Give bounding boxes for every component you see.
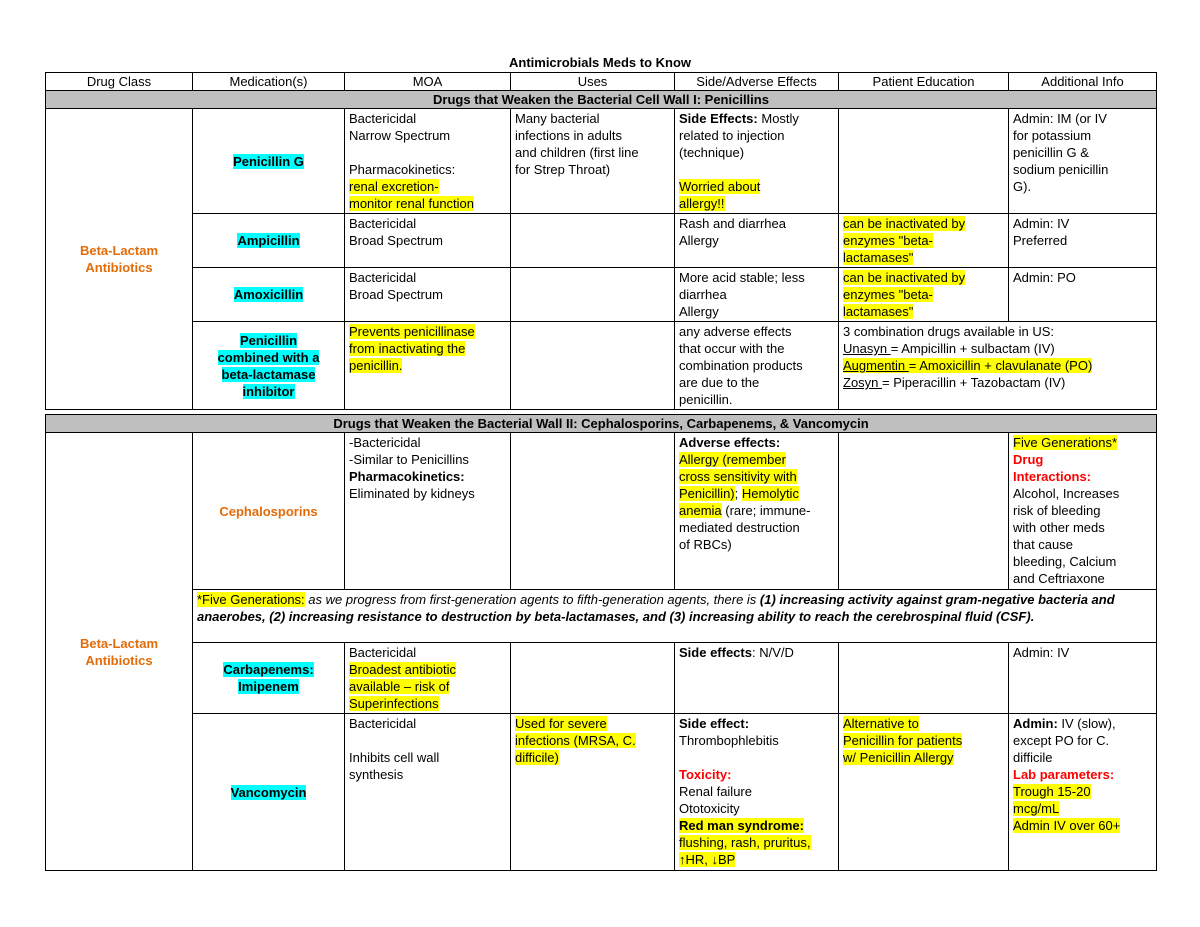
drug-class-cell bbox=[46, 109, 193, 410]
med-ampicillin: Ampicillin bbox=[193, 214, 345, 268]
drug-class-cell bbox=[46, 433, 193, 871]
education-cell: Alternative to Penicillin for patients w/ Penicillin Allergy bbox=[839, 714, 1009, 871]
table-row bbox=[46, 714, 1157, 871]
med-cephalosporins: Cephalosporins bbox=[193, 433, 345, 590]
info-cell: Admin: IM (or IV for potassium penicillin G & sodium penicillin G). bbox=[1009, 109, 1157, 214]
col-moa: MOA bbox=[345, 73, 511, 91]
med-amoxicillin: Amoxicillin bbox=[193, 268, 345, 322]
cephalosporins-table bbox=[45, 414, 1157, 871]
moa-cell: -Bactericidal -Similar to Penicillins Pharmacokinetics: Eliminated by kidneys bbox=[345, 433, 511, 590]
column-header-row bbox=[46, 73, 1157, 91]
info-cell: Admin: IV (slow), except PO for C. difficile Lab parameters: Trough 15-20 mcg/mL Admin IV over 60+ bbox=[1009, 714, 1157, 871]
uses-cell bbox=[511, 433, 675, 590]
table-row bbox=[46, 322, 1157, 410]
col-patient-education: Patient Education bbox=[839, 73, 1009, 91]
col-additional-info: Additional Info bbox=[1009, 73, 1157, 91]
info-cell: Five Generations* Drug Interactions: Alcohol, Increases risk of bleeding with other meds that cause bleeding, Calcium and Ceftriaxone bbox=[1009, 433, 1157, 590]
med-carbapenems: Carbapenems: Imipenem bbox=[193, 643, 345, 714]
education-cell bbox=[839, 433, 1009, 590]
col-medications: Medication(s) bbox=[193, 73, 345, 91]
education-info-cell: 3 combination drugs available in US: Unasyn = Ampicillin + sulbactam (IV) Augmentin = Amoxicillin + clavulanate (PO) Zosyn = Piperacillin + Tazobactam (IV) bbox=[839, 322, 1157, 410]
drug-class-line: Antibiotics bbox=[85, 652, 153, 668]
section1-header: Drugs that Weaken the Bacterial Cell Wall I: Penicillins bbox=[46, 91, 1157, 109]
uses-cell: Used for severe infections (MRSA, C. difficile) bbox=[511, 714, 675, 871]
uses-cell bbox=[511, 214, 675, 268]
table-row bbox=[46, 214, 1157, 268]
section-header-row bbox=[46, 91, 1157, 109]
section2-header: Drugs that Weaken the Bacterial Wall II: Cephalosporins, Carbapenems, & Vancomycin bbox=[46, 415, 1157, 433]
table-row bbox=[46, 268, 1157, 322]
info-cell: Admin: PO bbox=[1009, 268, 1157, 322]
side-effects-cell: More acid stable; less diarrhea Allergy bbox=[675, 268, 839, 322]
education-cell: can be inactivated by enzymes "beta- lactamases" bbox=[839, 214, 1009, 268]
table-row bbox=[46, 109, 1157, 214]
education-cell bbox=[839, 643, 1009, 714]
info-cell: Admin: IV bbox=[1009, 643, 1157, 714]
col-uses: Uses bbox=[511, 73, 675, 91]
education-cell: can be inactivated by enzymes "beta- lactamases" bbox=[839, 268, 1009, 322]
moa-cell: Bactericidal Narrow Spectrum Pharmacokinetics: renal excretion- monitor renal function bbox=[345, 109, 511, 214]
side-effects-cell: Side effect: Thrombophlebitis Toxicity: Renal failure Ototoxicity Red man syndrome: flushing, rash, pruritus, ↑HR, ↓BP bbox=[675, 714, 839, 871]
drug-class-line: Antibiotics bbox=[85, 260, 153, 275]
moa-cell: Bactericidal Broad Spectrum bbox=[345, 214, 511, 268]
med-vancomycin: Vancomycin bbox=[193, 714, 345, 871]
drug-class-line: Beta-Lactam bbox=[79, 243, 159, 258]
table-row bbox=[46, 643, 1157, 714]
moa-cell: Bactericidal Broad Spectrum bbox=[345, 268, 511, 322]
med-penicillin-combo: Penicillin combined with a beta-lactamase inhibitor bbox=[193, 322, 345, 410]
five-generations-note: *Five Generations: as we progress from first-generation agents to fifth-generation agents, there is (1) increasing activity against gram-negative bacteria and anaerobes, (2) increasing resistance to destruction by beta-lactamases, and (3) increasing ability to reach the cerebrospinal fluid (CSF). bbox=[193, 590, 1157, 643]
uses-cell bbox=[511, 322, 675, 410]
document-title: Antimicrobials Meds to Know bbox=[508, 55, 691, 70]
uses-cell: Many bacterial infections in adults and children (first line for Strep Throat) bbox=[511, 109, 675, 214]
side-effects-cell: any adverse effects that occur with the combination products are due to the penicillin. bbox=[675, 322, 839, 410]
side-effects-cell: Side effects: N/V/D bbox=[675, 643, 839, 714]
med-penicillin-g: Penicillin G bbox=[193, 109, 345, 214]
footnote-row bbox=[46, 590, 1157, 643]
education-cell bbox=[839, 109, 1009, 214]
moa-cell: Bactericidal Inhibits cell wall synthesis bbox=[345, 714, 511, 871]
side-effects-cell: Side Effects: Mostly related to injection (technique) Worried about allergy!! bbox=[675, 109, 839, 214]
moa-cell: Bactericidal Broadest antibiotic available – risk of Superinfections bbox=[345, 643, 511, 714]
uses-cell bbox=[511, 268, 675, 322]
col-drug-class: Drug Class bbox=[46, 73, 193, 91]
section-header-row bbox=[46, 415, 1157, 433]
drug-class-line: Beta-Lactam bbox=[79, 635, 159, 651]
moa-cell: Prevents penicillinase from inactivating the penicillin. bbox=[345, 322, 511, 410]
side-effects-cell: Rash and diarrhea Allergy bbox=[675, 214, 839, 268]
penicillins-table bbox=[45, 72, 1157, 410]
side-effects-cell: Adverse effects: Allergy (remember cross sensitivity with Penicillin); Hemolytic anemia (rare; immune- mediated destruction of RBCs) bbox=[675, 433, 839, 590]
info-cell: Admin: IV Preferred bbox=[1009, 214, 1157, 268]
uses-cell bbox=[511, 643, 675, 714]
col-side-effects: Side/Adverse Effects bbox=[675, 73, 839, 91]
table-row bbox=[46, 433, 1157, 590]
